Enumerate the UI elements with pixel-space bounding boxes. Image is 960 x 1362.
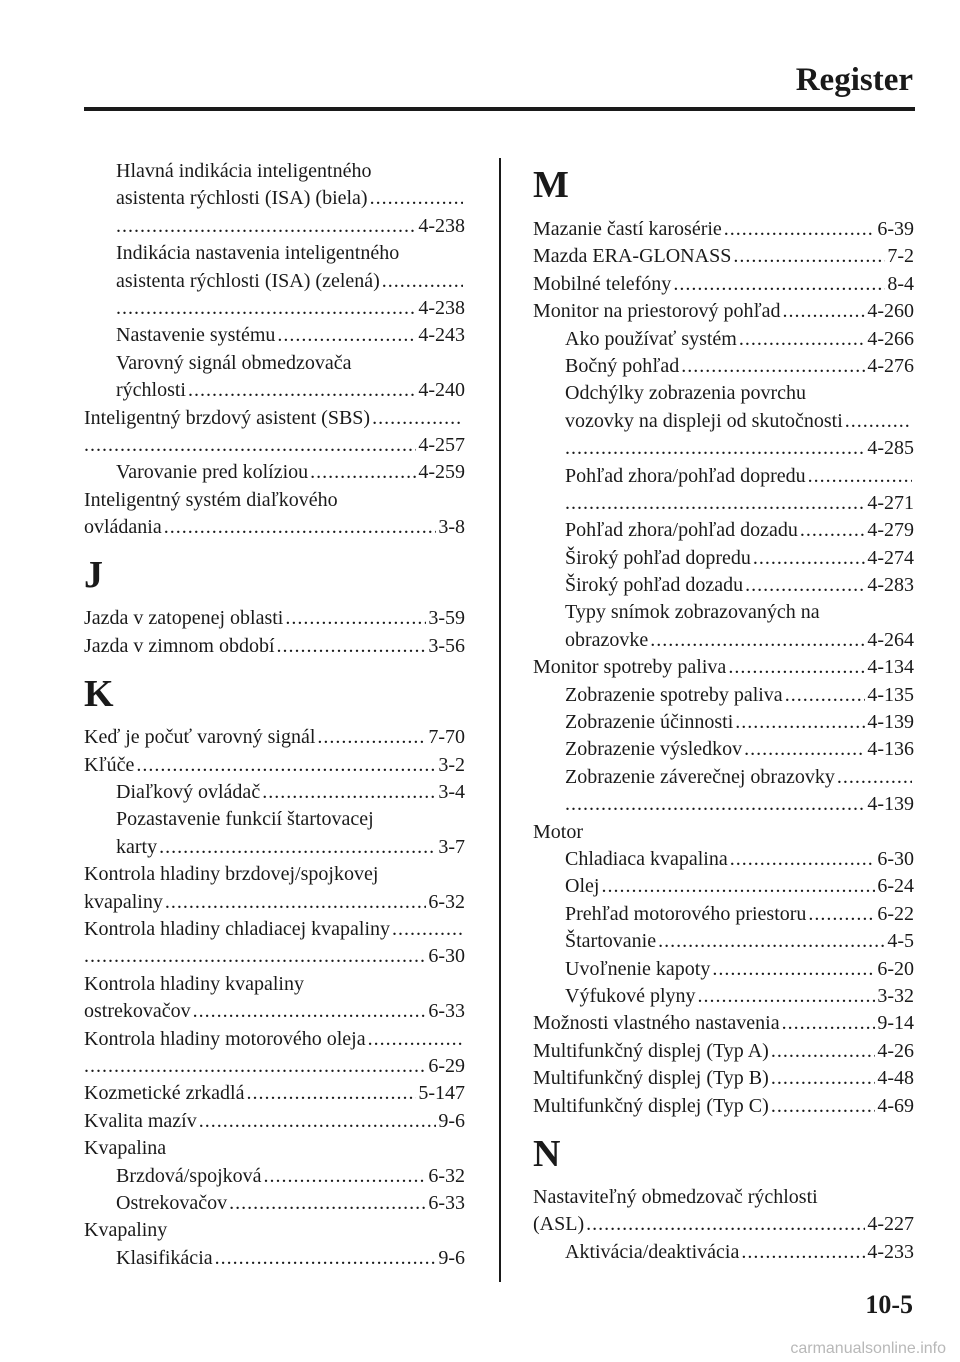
dot-leader [262, 779, 436, 806]
entry-term: Mazanie častí karosérie [533, 218, 722, 240]
entry-page-ref: 6-30 [877, 847, 914, 870]
entry-term: ovládania [84, 516, 162, 539]
index-subentry [533, 572, 914, 599]
index-subentry [533, 599, 914, 626]
entry-term: Mobilné telefóny [533, 272, 672, 295]
dot-leader [136, 752, 436, 779]
dot-leader [368, 1026, 463, 1053]
entry-term: obrazovke [565, 628, 649, 651]
entry-term: Kvapalina [84, 1137, 167, 1160]
index-subentry [84, 322, 465, 349]
dot-leader [285, 605, 426, 632]
entry-page-ref: 4-257 [418, 433, 465, 456]
dot-leader [745, 572, 865, 599]
index-subentry [533, 435, 914, 462]
entry-page-ref: 4-259 [418, 461, 465, 484]
dot-leader [698, 983, 876, 1010]
index-entry [84, 861, 465, 888]
dot-leader [277, 633, 427, 660]
entry-term: rýchlosti [116, 379, 186, 402]
entry-term: Výfukové plyny [565, 984, 696, 1007]
entry-term: Multifunkčný displej (Typ B) [533, 1067, 769, 1090]
index-subentry [533, 682, 914, 709]
index-subentry [84, 240, 465, 267]
dot-leader [741, 1239, 865, 1266]
entry-page-ref: 3-32 [877, 984, 914, 1007]
entry-page-ref: 4-264 [867, 628, 914, 651]
entry-term: Uvoľnenie kapoty [565, 957, 711, 980]
entry-page-ref: 6-32 [428, 890, 465, 913]
index-subentry [533, 709, 914, 736]
entry-page-ref: 4-227 [867, 1213, 914, 1236]
entry-term: Jazda v zimnom období [84, 634, 275, 657]
entry-page-ref: 3-2 [438, 753, 465, 776]
index-entry [84, 605, 465, 632]
index-entry [533, 1038, 914, 1065]
entry-page-ref: 4-285 [867, 437, 914, 460]
dot-leader [673, 271, 885, 298]
entry-page-ref: 3-59 [428, 607, 465, 630]
entry-page-ref: 9-6 [438, 1246, 465, 1269]
dot-leader [808, 901, 875, 928]
entry-term: Ako používať systém [565, 327, 737, 350]
entry-term: Zobrazenie záverečnej obrazovky [565, 765, 835, 788]
entry-term: Monitor na priestorový pohľad [533, 300, 781, 323]
entry-term: Zobrazenie výsledkov [565, 738, 743, 761]
entry-page-ref: 6-24 [877, 875, 914, 898]
index-subentry [84, 1190, 465, 1217]
entry-page-ref: 4-271 [867, 491, 914, 514]
entry-term: Prehľad motorového priestoru [565, 902, 807, 925]
entry-page-ref: 4-69 [877, 1094, 914, 1117]
index-column-right [533, 158, 914, 1266]
index-entry [533, 654, 914, 681]
index-subentry [533, 983, 914, 1010]
dot-leader [739, 326, 865, 353]
dot-leader [771, 1093, 876, 1120]
index-entry [84, 1108, 465, 1135]
index-entry [533, 1184, 914, 1211]
entry-page-ref: 4-274 [867, 546, 914, 569]
index-entry [84, 1080, 465, 1107]
entry-page-ref: 4-238 [418, 296, 465, 319]
index-subentry [533, 353, 914, 380]
dot-leader [164, 514, 437, 541]
index-entry [533, 1211, 914, 1238]
index-column-left [84, 158, 465, 1272]
entry-page-ref: 4-48 [877, 1067, 914, 1090]
entry-term: (ASL) [533, 1213, 585, 1236]
entry-term: Motor [533, 820, 583, 843]
dot-leader [586, 1211, 865, 1238]
dot-leader [782, 1010, 876, 1037]
entry-page-ref: 3-4 [438, 781, 465, 804]
entry-page-ref: 4-266 [867, 327, 914, 350]
entry-term: Kontrola hladiny kvapaliny [84, 972, 304, 995]
entry-term: karty [116, 835, 158, 858]
dot-leader [84, 1053, 426, 1080]
entry-term: Štartovanie [565, 930, 657, 953]
entry-page-ref: 6-33 [428, 1191, 465, 1214]
index-entry [84, 752, 465, 779]
entry-term: Multifunkčný displej (Typ C) [533, 1094, 769, 1117]
index-entry [84, 1217, 465, 1244]
entry-page-ref: 4-134 [867, 656, 914, 679]
entry-term: ostrekovačov [84, 1000, 191, 1023]
index-entry [84, 487, 465, 514]
entry-term: Kvalita mazív [84, 1109, 197, 1132]
dot-leader [771, 1065, 876, 1092]
index-subentry [533, 764, 914, 791]
entry-term: Klasifikácia [116, 1246, 213, 1269]
entry-term: Brzdová/spojková [116, 1164, 262, 1187]
dot-leader [735, 709, 865, 736]
entry-term: Kozmetické zrkadlá [84, 1082, 245, 1105]
index-entry [84, 916, 465, 943]
dot-leader [215, 1245, 437, 1272]
entry-page-ref: 6-20 [877, 957, 914, 980]
entry-term: Ostrekovačov [116, 1191, 228, 1214]
dot-leader [370, 185, 463, 212]
entry-term: Inteligentný systém diaľkového [84, 488, 338, 511]
index-subentry [84, 834, 465, 861]
entry-term: Hlavná indikácia inteligentného [116, 160, 372, 182]
dot-leader [382, 268, 463, 295]
entry-page-ref: 4-279 [867, 519, 914, 542]
index-subentry [84, 377, 465, 404]
entry-page-ref: 6-39 [877, 218, 914, 240]
entry-page-ref: 4-283 [867, 574, 914, 597]
entry-term: Kvapaliny [84, 1219, 168, 1242]
dot-leader [845, 408, 912, 435]
entry-page-ref: 6-33 [428, 1000, 465, 1023]
entry-term: Široký pohľad dopredu [565, 546, 751, 569]
page-header-title: Register [795, 62, 913, 98]
dot-leader [712, 956, 875, 983]
entry-term: Pozastavenie funkcií štartovacej [116, 808, 374, 831]
entry-page-ref: 4-276 [867, 354, 914, 377]
entry-term: Typy snímok zobrazovaných na [565, 601, 820, 624]
index-subentry [533, 490, 914, 517]
dot-leader [753, 545, 865, 572]
entry-page-ref: 4-233 [867, 1240, 914, 1263]
dot-leader [771, 1038, 876, 1065]
entry-term: asistenta rýchlosti (ISA) (zelená) [116, 269, 380, 292]
index-entry [533, 243, 914, 270]
dot-leader [229, 1190, 426, 1217]
entry-term: Multifunkčný displej (Typ A) [533, 1039, 769, 1062]
index-entry [533, 1093, 914, 1120]
index-entry [84, 1053, 465, 1080]
index-subentry [84, 779, 465, 806]
index-subentry [533, 463, 914, 490]
dot-leader [783, 298, 866, 325]
dot-leader [800, 517, 865, 544]
index-entry [84, 633, 465, 660]
index-subentry [533, 408, 914, 435]
entry-term: Monitor spotreby paliva [533, 656, 727, 679]
index-subentry [84, 158, 465, 185]
index-entry [84, 514, 465, 541]
index-entry [533, 271, 914, 298]
dot-leader [565, 435, 865, 462]
dot-leader [601, 873, 875, 900]
entry-term: Indikácia nastavenia inteligentného [116, 242, 400, 265]
dot-leader [264, 1163, 427, 1190]
dot-leader [84, 943, 426, 970]
entry-page-ref: 8-4 [887, 272, 914, 295]
entry-page-ref: 4-238 [418, 214, 465, 237]
index-subentry [533, 928, 914, 955]
dot-leader [837, 764, 912, 791]
entry-term: Kontrola hladiny motorového oleja [84, 1027, 366, 1050]
dot-leader [785, 682, 866, 709]
entry-term: Zobrazenie účinnosti [565, 711, 734, 734]
dot-leader [193, 998, 427, 1025]
entry-term: Jazda v zatopenej oblasti [84, 607, 284, 630]
entry-page-ref: 7-70 [428, 726, 465, 749]
dot-leader [733, 243, 885, 270]
entry-term: asistenta rýchlosti (ISA) (biela) [116, 187, 368, 210]
entry-page-ref: 4-260 [867, 300, 914, 323]
index-subentry [533, 326, 914, 353]
entry-term: Zobrazenie spotreby paliva [565, 683, 783, 706]
section-letter: M [533, 164, 569, 206]
entry-page-ref: 4-139 [867, 711, 914, 734]
index-subentry [533, 517, 914, 544]
index-entry [533, 1010, 914, 1037]
index-entry [84, 724, 465, 751]
entry-page-ref: 3-7 [438, 835, 465, 858]
entry-term: Kontrola hladiny brzdovej/spojkovej [84, 863, 379, 886]
entry-term: Kľúče [84, 753, 135, 776]
entry-term: Keď je počuť varovný signál [84, 726, 316, 749]
entry-page-ref: 4-243 [418, 324, 465, 347]
entry-term: Olej [565, 875, 600, 898]
index-entry [533, 1065, 914, 1092]
section-letter: K [84, 673, 114, 716]
entry-page-ref: 6-30 [428, 945, 465, 968]
dot-leader [188, 377, 416, 404]
dot-leader [246, 1080, 416, 1107]
entry-term: Diaľkový ovládač [116, 781, 261, 804]
index-subentry [533, 380, 914, 407]
entry-page-ref: 9-6 [438, 1109, 465, 1132]
dot-leader [658, 928, 885, 955]
dot-leader [84, 432, 416, 459]
dot-leader [565, 791, 865, 818]
index-entry [84, 405, 465, 432]
dot-leader [744, 736, 865, 763]
index-subentry [84, 268, 465, 295]
entry-term: Široký pohľad dozadu [565, 574, 744, 597]
entry-term: Bočný pohľad [565, 354, 680, 377]
index-subentry [533, 846, 914, 873]
dot-leader [565, 490, 865, 517]
dot-leader [681, 353, 865, 380]
entry-term: Aktivácia/deaktivácia [565, 1240, 740, 1263]
dot-leader [116, 295, 416, 322]
index-entry [84, 971, 465, 998]
entry-page-ref: 4-240 [418, 379, 465, 402]
dot-leader [650, 627, 865, 654]
entry-page-ref: 5-147 [418, 1082, 465, 1105]
index-subentry [533, 901, 914, 928]
entry-term: Varovanie pred kolíziou [116, 461, 309, 484]
index-subentry [84, 213, 465, 240]
entry-term: Možnosti vlastného nastavenia [533, 1012, 780, 1035]
dot-leader [728, 654, 865, 681]
entry-page-ref: 9-14 [877, 1012, 914, 1035]
index-entry [84, 998, 465, 1025]
entry-term: Mazda ERA-GLONASS [533, 245, 732, 268]
entry-term: Inteligentný brzdový asistent (SBS) [84, 406, 371, 429]
dot-leader [310, 459, 416, 486]
index-subentry [84, 1245, 465, 1272]
dot-leader [317, 724, 426, 751]
dot-leader [159, 834, 436, 861]
index-entry [84, 1026, 465, 1053]
dot-leader [808, 463, 912, 490]
index-entry [533, 216, 914, 243]
entry-page-ref: 3-56 [428, 634, 465, 657]
index-subentry [533, 545, 914, 572]
dot-leader [116, 213, 416, 240]
index-entry [84, 432, 465, 459]
index-subentry [533, 956, 914, 983]
dot-leader [199, 1108, 437, 1135]
dot-leader [277, 322, 416, 349]
section-letter: J [84, 554, 103, 597]
section-letter: N [533, 1132, 561, 1175]
entry-page-ref: 4-135 [867, 683, 914, 706]
dot-leader [730, 846, 876, 873]
entry-term: Pohľad zhora/pohľad dozadu [565, 519, 798, 542]
entry-page-ref: 4-26 [877, 1039, 914, 1062]
entry-page-ref: 4-5 [887, 930, 914, 953]
dot-leader [372, 405, 463, 432]
index-entry [84, 943, 465, 970]
index-subentry [533, 791, 914, 818]
header-rule [84, 107, 915, 111]
dot-leader [392, 916, 463, 943]
entry-term: Nastaviteľný obmedzovač rýchlosti [533, 1185, 818, 1208]
index-subentry [533, 627, 914, 654]
dot-leader [724, 216, 876, 243]
index-subentry [84, 185, 465, 212]
entry-term: Varovný signál obmedzovača [116, 351, 352, 374]
entry-term: Nastavenie systému [116, 324, 276, 347]
page-number: 10-5 [865, 1290, 913, 1319]
index-entry [533, 819, 914, 846]
dot-leader [165, 889, 426, 916]
entry-term: Chladiaca kvapalina [565, 847, 728, 870]
entry-term: kvapaliny [84, 890, 163, 913]
entry-term: Pohľad zhora/pohľad dopredu [565, 464, 806, 487]
column-divider [499, 158, 501, 1282]
index-subentry [84, 806, 465, 833]
entry-term: Odchýlky zobrazenia povrchu [565, 382, 807, 405]
index-entry [84, 889, 465, 916]
index-subentry [533, 1239, 914, 1266]
entry-page-ref: 4-139 [867, 793, 914, 816]
entry-term: vozovky na displeji od skutočnosti [565, 409, 843, 432]
index-subentry [84, 350, 465, 377]
entry-page-ref: 4-136 [867, 738, 914, 761]
index-entry [84, 1135, 465, 1162]
entry-page-ref: 3-8 [438, 516, 465, 539]
index-subentry [533, 736, 914, 763]
index-subentry [84, 1163, 465, 1190]
entry-page-ref: 6-32 [428, 1164, 465, 1187]
index-subentry [84, 295, 465, 322]
index-entry [533, 298, 914, 325]
entry-page-ref: 6-22 [877, 902, 914, 925]
entry-page-ref: 7-2 [887, 245, 914, 268]
entry-term: Kontrola hladiny chladiacej kvapaliny [84, 917, 391, 940]
watermark: carmanualsonline.info [790, 1340, 946, 1357]
entry-page-ref: 6-29 [428, 1054, 465, 1077]
index-subentry [533, 873, 914, 900]
index-subentry [84, 459, 465, 486]
